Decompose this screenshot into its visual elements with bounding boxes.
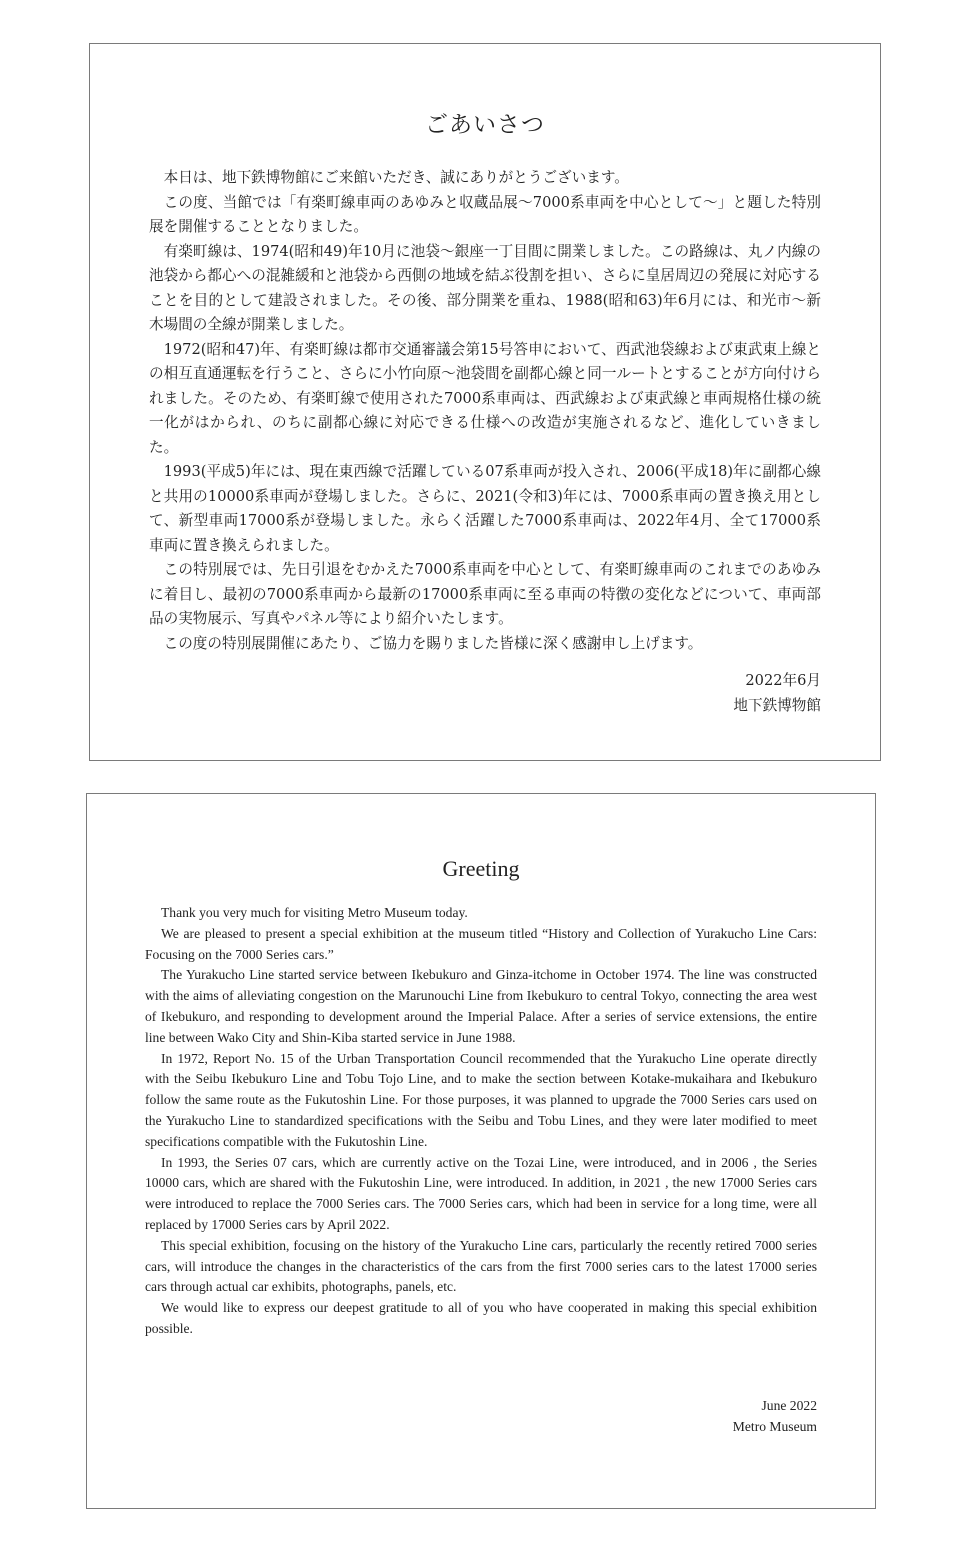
paragraph: この度、当館では「有楽町線車両のあゆみと収蔵品展～7000系車両を中心として～」と題した特別展を開催することとなりました。: [149, 193, 821, 235]
paragraph: In 1972, Report No. 15 of the Urban Transportation Council recommended that the Yurakucho Line operate directly with the Seibu Ikebukuro Line and Tobu Tojo Line, and to make the section between Kotake-mukaihara and Ikebukuro follow the same route as the Fukutoshin Line. For those purposes, it was planned to upgrade the 7000 Series cars used on the Yurakucho Line to standardized specifications with the Seibu and Tobu Lines, and they were later modified to meet specifications compatible with the Fukutoshin Line.: [145, 1050, 817, 1149]
paragraph: We are pleased to present a special exhibition at the museum titled “History and Collection of Yurakucho Line Cars: Focusing on the 7000 Series cars.”: [145, 925, 817, 962]
paragraph: We would like to express our deepest gratitude to all of you who have cooperated in making this special exhibition possible.: [145, 1300, 817, 1336]
paragraph: 1972(昭和47)年、有楽町線は都市交通審議会第15号答申において、西武池袋線および東武東上線との相互直通運転を行うこと、さらに小竹向原～池袋間を副都心線と同一ルートとすることが方向付けられました。そのため、有楽町線で使用された7000系車両は、西武線および東武線と車両規格仕様の統一化がはかられ、のちに副都心線に対応できる仕様への改造が実施されるなど、進化していきました。: [149, 340, 821, 456]
paragraph: この度の特別展開催にあたり、ご協力を賜りました皆様に深く感謝申し上げます。: [163, 634, 703, 652]
greeting-title-english: Greeting: [442, 856, 520, 881]
date: June 2022: [761, 1398, 817, 1413]
greeting-panel-japanese: [89, 43, 881, 761]
paragraph: この特別展では、先日引退をむかえた7000系車両を中心として、有楽町線車両のこれまでのあゆみに着目し、最初の7000系車両から最新の17000系車両に至る車両の特徴の変化などについて、車両部品の実物展示、写真やパネル等により紹介いたします。: [149, 561, 821, 627]
greeting-title-japanese: ごあいさつ: [425, 112, 545, 138]
paragraph: 有楽町線は、1974(昭和49)年10月に池袋～銀座一丁目間に開業しました。この路線は、丸ノ内線の池袋から都心への混雑緩和と池袋から西側の地域を結ぶ役割を担い、さらに皇居周辺の発展に対応することを目的として建設されました。その後、部分開業を重ね、1988(昭和63)年6月には、和光市～新木場間の全線が開業しました。: [149, 242, 821, 333]
paragraph: Thank you very much for visiting Metro Museum today.: [161, 905, 468, 920]
greeting-panel-english: [86, 793, 876, 1509]
signature-block-japanese: [733, 669, 821, 718]
paragraph: In 1993, the Series 07 cars, which are currently active on the Tozai Line, were introduced, and in 2006 , the Series 10000 cars, which are shared with the Fukutoshin Line, were introduced. In addition, in 2021 , the new 17000 Series cars were introduced to replace the 7000 Series cars. The 7000 Series cars, which had been in service for a long time, were all replaced by 17000 Series cars by April 2022.: [145, 1154, 817, 1232]
greeting-body-japanese: [149, 166, 821, 656]
greeting-body-english: [145, 903, 817, 1340]
paragraph: The Yurakucho Line started service between Ikebukuro and Ginza-itchome in October 1974. The line was constructed with the aims of alleviating congestion on the Marunouchi Line from Ikebukuro to central Tokyo, connecting the area west of Ikebukuro, and responding to development around the Imperial Palace. After a series of service extensions, the entire line between Wako City and Shin-Kiba started service in June 1988.: [145, 967, 817, 1045]
paragraph: 本日は、地下鉄博物館にご来館いただき、誠にありがとうございます。: [163, 169, 629, 186]
museum-name: 地下鉄博物館: [733, 696, 821, 714]
paragraph: This special exhibition, focusing on the history of the Yurakucho Line cars, particularly the recently retired 7000 series cars, will introduce the changes in the characteristics of the cars from the first 7000 series cars to the latest 17000 series cars through actual car exhibits, photographs, panels, etc.: [145, 1237, 817, 1295]
signature-block-english: [733, 1395, 817, 1437]
museum-name: Metro Museum: [732, 1419, 817, 1434]
paragraph: 1993(平成5)年には、現在東西線で活躍している07系車両が投入され、2006(平成18)年に副都心線と共用の10000系車両が登場しました。さらに、2021(令和3)年には、7000系車両の置き換え用として、新型車両17000系が登場しました。永らく活躍した7000系車両は、2022年4月、全て17000系車両に置き換えられました。: [149, 463, 821, 554]
date: 2022年6月: [745, 672, 821, 689]
